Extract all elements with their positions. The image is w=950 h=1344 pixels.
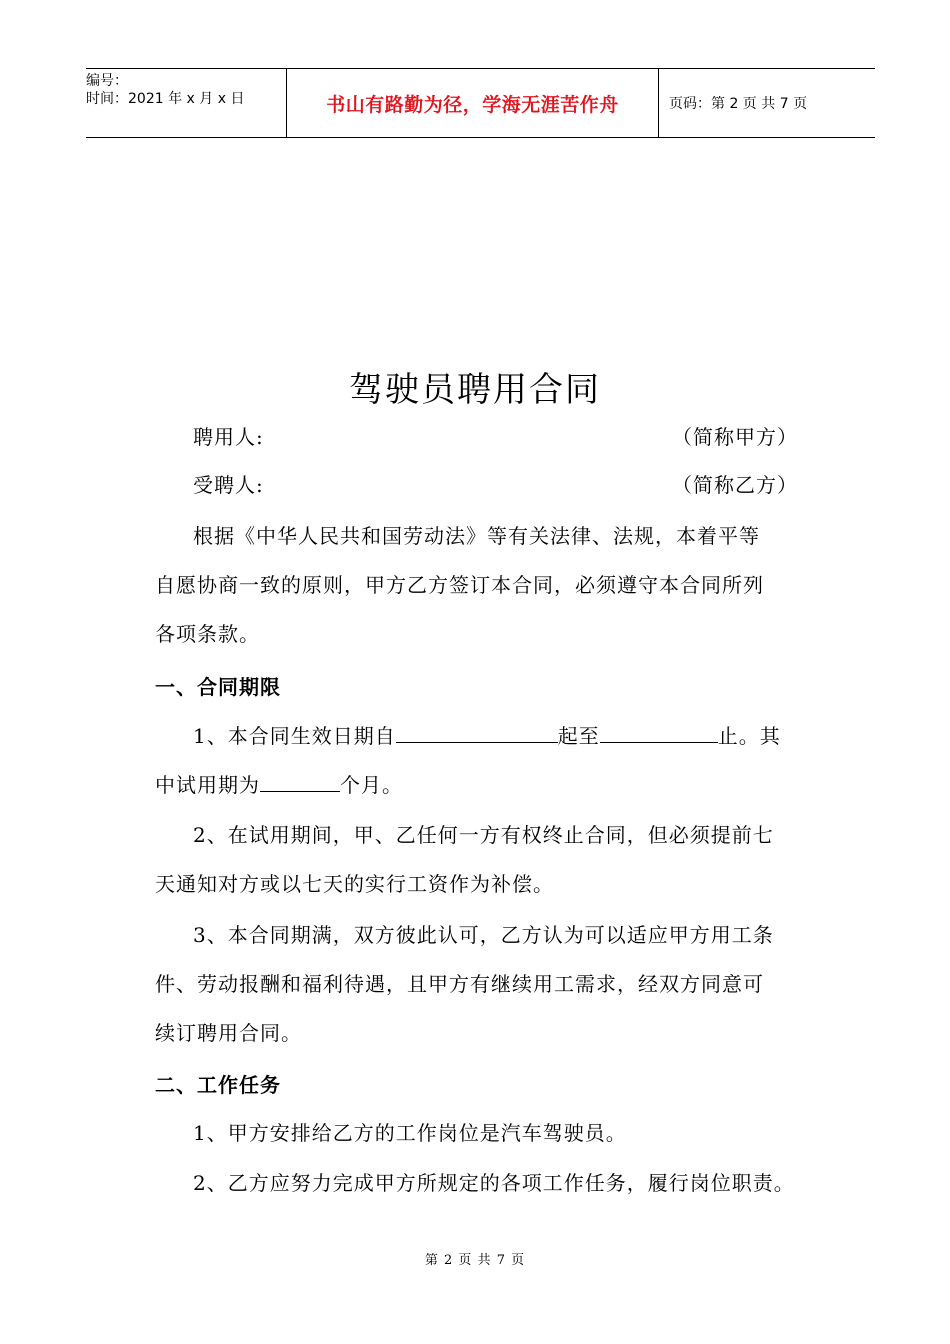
section1-title: 一、合同期限 xyxy=(155,675,281,699)
s1-p2-line2: 天通知对方或以七天的实行工资作为补偿。 xyxy=(155,872,554,896)
document-title: 驾驶员聘用合同 xyxy=(349,370,601,410)
s2-p2: 2、乙方应努力完成甲方所规定的各项工作任务，履行岗位职责。 xyxy=(193,1171,795,1195)
time-label: 时间：2021 年 x 月 x 日 xyxy=(86,91,245,107)
employer-abbr: （简称甲方） xyxy=(672,425,798,449)
intro-line-1: 根据《中华人民共和国劳动法》等有关法律、法规，本着平等 xyxy=(193,524,760,548)
header-meta xyxy=(86,69,286,137)
intro-line-3: 各项条款。 xyxy=(155,622,260,646)
number-label: 编号： xyxy=(86,73,128,89)
end-date-blank[interactable] xyxy=(600,722,718,743)
header-page-cell xyxy=(659,69,875,137)
s1-p1-line1 xyxy=(193,722,781,749)
s1-p1-text-e: 个月。 xyxy=(340,773,403,797)
s1-p3-line1: 3、本合同期满，双方彼此认可，乙方认为可以适应甲方用工条 xyxy=(193,923,774,947)
probation-blank[interactable] xyxy=(260,771,340,792)
s1-p1-line2 xyxy=(155,771,403,798)
employee-label: 受聘人: xyxy=(193,473,264,497)
s1-p3-line2: 件、劳动报酬和福利待遇，且甲方有继续用工需求，经双方同意可 xyxy=(155,972,764,996)
s1-p1-text-b: 起至 xyxy=(557,724,600,748)
s1-p1-text-c: 止。其 xyxy=(717,724,781,748)
section2-title: 二、工作任务 xyxy=(155,1073,281,1097)
header-table xyxy=(86,68,875,138)
page-info: 页码：第 2 页 共 7 页 xyxy=(669,96,808,112)
s2-p1: 1、甲方安排给乙方的工作岗位是汽车驾驶员。 xyxy=(193,1121,627,1145)
s1-p1-text-a: 1、本合同生效日期自 xyxy=(193,724,396,748)
intro-line-2: 自愿协商一致的原则，甲方乙方签订本合同，必须遵守本合同所列 xyxy=(155,573,764,597)
start-date-blank[interactable] xyxy=(396,722,558,743)
header-motto-cell xyxy=(286,69,659,137)
motto-text: 书山有路勤为径，学海无涯苦作舟 xyxy=(326,93,619,116)
s1-p2-line1: 2、在试用期间，甲、乙任何一方有权终止合同，但必须提前七 xyxy=(193,823,774,847)
employer-label: 聘用人: xyxy=(193,425,264,449)
s1-p3-line3: 续订聘用合同。 xyxy=(155,1021,302,1045)
employee-abbr: （简称乙方） xyxy=(672,473,798,497)
page-footer: 第 2 页 共 7 页 xyxy=(424,1253,526,1268)
s1-p1-text-d: 中试用期为 xyxy=(155,773,260,797)
